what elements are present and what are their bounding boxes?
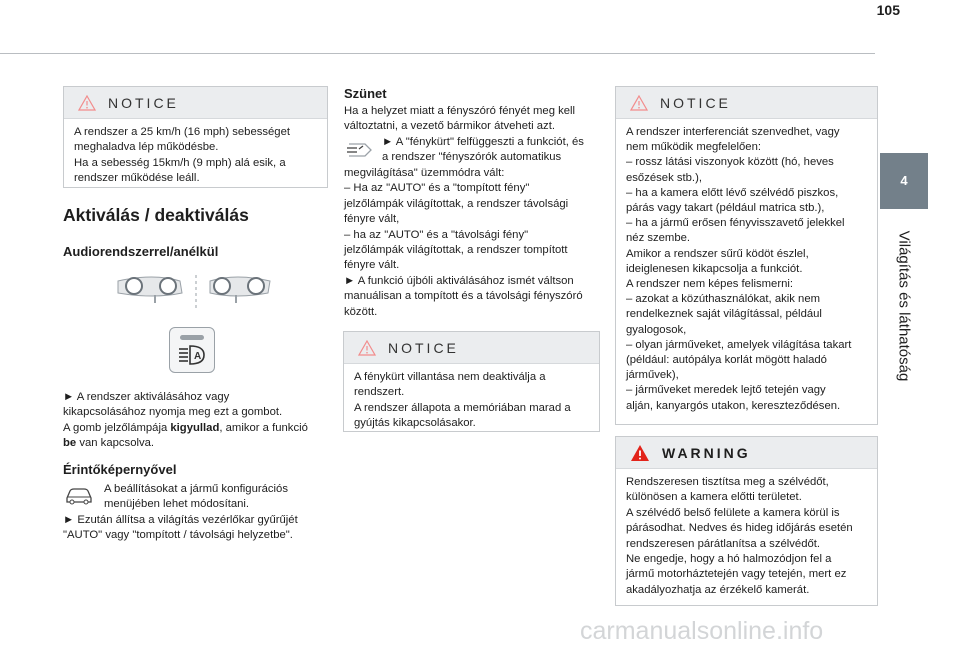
notice-text: – járműveket meredek lejtő tetején vagy [626,384,826,397]
vehicle-settings-icon [64,484,94,506]
headlight-flash-icon [345,138,375,160]
notice-icon [78,95,96,111]
notice-text: rendszert. [354,386,405,399]
notice-text: Amikor a rendszer sűrű ködöt észlel, [626,247,809,260]
touchscreen-text-cont: ► Ezután állítsa a világítás vezérlőkar gyűrűjét "AUTO" vagy "tompított / távolsági helyzetbe". [63,514,298,542]
warning-text: jármű motorháztetején vagy tetején, mert ez [626,568,847,581]
warning-text: különösen a kamera előtti területet. [626,491,802,504]
notice-text: – rossz látási viszonyok között (hó, heves [626,156,834,169]
notice-box-2 [343,331,600,432]
subheading-touchscreen: Érintőképernyővel [63,462,177,477]
auto-high-beam-button-icon [169,327,215,373]
flash-text: ► A "fénykürt" felfüggeszti a funkciót, és a rendszer "fényszórók automatikus [382,136,584,164]
notice-text: gyalogosok, [626,323,687,336]
notice-text: ideiglenesen kikapcsolja a funkciót. [626,262,803,275]
page-number: 105 [876,2,900,18]
notice-text: néz szembe. [626,232,691,245]
notice-text: gyújtás kikapcsolásakor. [354,417,476,430]
notice-icon [358,340,376,356]
notice-text: A fénykürt villantása nem deaktiválja a [354,371,546,383]
chapter-title: Világítás és láthatóság [895,230,913,382]
notice-text: rendelkeznek saját világítással, például [626,308,822,321]
notice-text: alján, kanyargós utakon, kereszteződésen. [626,399,841,412]
notice-text: – ha a jármű erősen fényvisszavető jelekkel [626,217,845,230]
top-divider [0,53,875,54]
warning-text: párásodhat. Nedves és hideg időjárás esetén [626,522,853,535]
notice-text: – olyan járműveket, amelyek világítása takart [626,338,852,351]
notice-text: A rendszer a 25 km/h (16 mph) sebességet [74,126,291,138]
warning-text: rendszeresen párátlanítsa a szélvédőt. [626,537,821,550]
notice-box-3 [615,86,878,425]
warning-box [615,436,878,606]
svg-text:A: A [194,351,202,362]
pause-heading: Szünet [344,86,387,101]
notice-label: NOTICE [660,94,731,111]
notice-text: nem működik megfelelően: [626,141,762,154]
pause-body: megvilágítása" üzemmódra vált: – Ha az "AUTO" és a "tompított fény" jelzőlámpák világítottak, a rendszer távolsági fényre vált, – ha az "AUTO" és a "távolsági fény" jelzőlámpák világítottak, a rendszer tompított fényre vált. ► A funkció újbóli aktiválásához ismét váltson manuálisan a tompított és a távolsági fényszóró között. [344,167,583,318]
notice-text: A rendszer nem képes felismerni: [626,278,794,291]
notice-header [64,87,327,119]
notice-header [616,87,877,119]
touchscreen-text: A beállításokat a jármű konfigurációs menüjében lehet módosítani. [104,483,288,511]
notice-text: esőzések stb.), [626,171,702,184]
notice-label: NOTICE [388,339,459,356]
notice-text: Ha a sebesség 15km/h (9 mph) alá esik, a [74,156,286,169]
notice-text: – azokat a közúthasználókat, akik nem [626,293,821,306]
notice-label: NOTICE [108,94,179,111]
warning-label: WARNING [662,444,751,461]
notice-text: párás vagy takart (például matrica stb.), [626,202,825,215]
activation-instructions: ► A rendszer aktiválásához vagy kikapcsolásához nyomja meg ezt a gombot. A gomb jelzőlámpája kigyullad, amikor a funkció be van kapcsolva. [63,391,308,450]
pause-intro: Ha a helyzet miatt a fényszóró fényét meg kell változtatni, a vezető bármikor átveheti azt. [344,105,576,133]
warning-text: Rendszeresen tisztítsa meg a szélvédőt, [626,476,829,488]
notice-text: – ha a kamera előtt lévő szélvédő piszkos, [626,186,839,199]
warning-text: akadályozhatja az érzékelő kamerát. [626,583,810,596]
notice-text: A rendszer interferenciát szenvedhet, vagy [626,126,840,138]
notice-icon [630,95,648,111]
section-heading: Aktiválás / deaktiválás [63,205,249,225]
notice-text: járművek), [626,369,679,382]
notice-header [344,332,599,364]
notice-text: A rendszer állapota a memóriában marad a [354,401,571,414]
warning-text: A szélvédő belső felülete a kamera körül is [626,506,840,519]
warning-text: Ne engedje, hogy a hó halmozódjon fel a [626,553,832,566]
chapter-tab: 4 [880,153,928,209]
notice-box-1 [63,86,328,188]
notice-text: meghaladva lép működésbe. [74,141,219,154]
watermark: carmanualsonline.info [580,617,824,645]
notice-text: rendszer működése leáll. [74,172,200,185]
warning-header [616,437,877,469]
subheading-audio: Audiorendszerrel/anélkül [63,244,219,259]
headlight-switch-illustration [114,271,274,313]
notice-text: (például: autópálya korlát mögött haladó [626,354,827,367]
warning-icon [630,444,650,462]
